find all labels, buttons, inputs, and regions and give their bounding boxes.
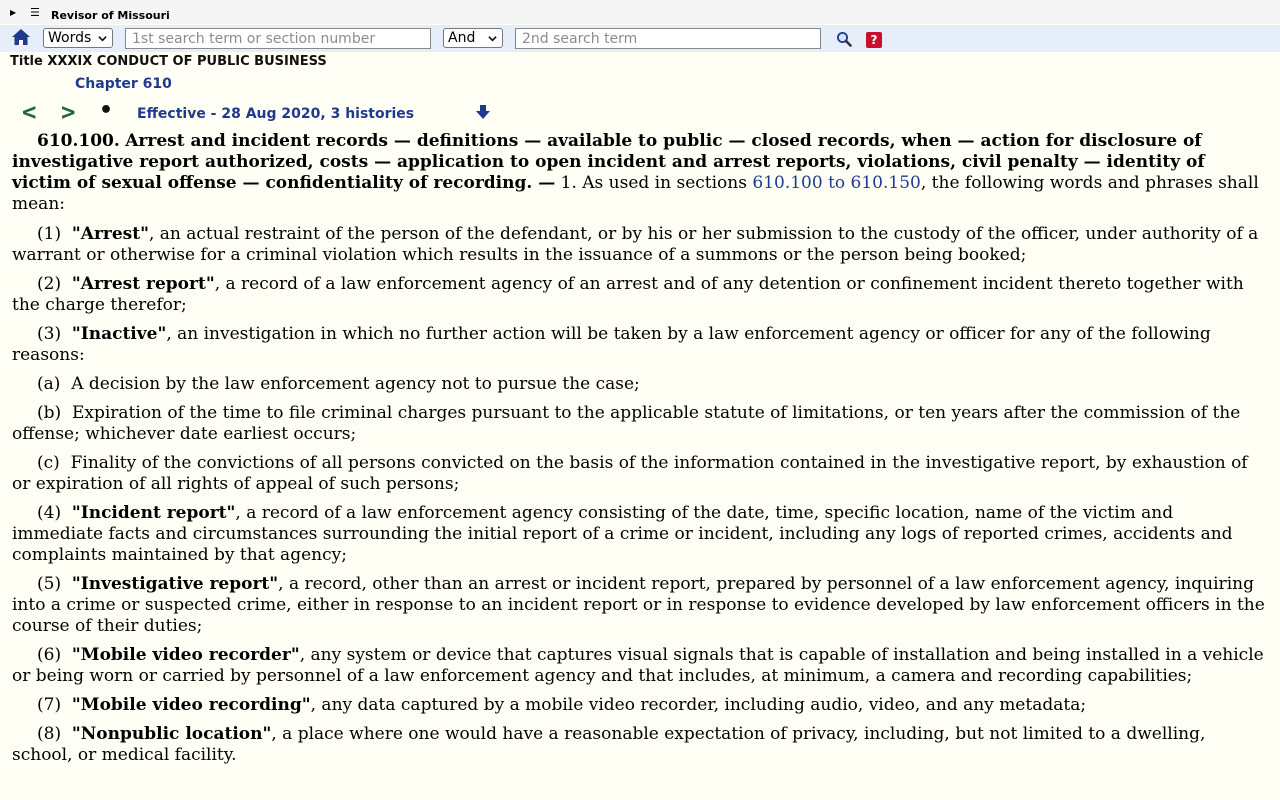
definition-paragraph: [12, 224, 1268, 266]
definition-label: (5): [37, 574, 62, 594]
first-search-input[interactable]: [125, 28, 431, 49]
top-bar: [0, 0, 1280, 24]
search-operator-select[interactable]: [443, 28, 503, 48]
previous-section-button[interactable]: <: [22, 98, 37, 126]
definition-term: "Arrest report": [71, 274, 215, 294]
definition-text: , a place where one would have a reasonable expectation of privacy, including, but not limited to a dwelling, school, or medical facility.: [12, 724, 1206, 765]
definition-text: , any data captured by a mobile video recorder, including audio, video, and any metadata;: [310, 695, 1087, 715]
subitem-paragraph: [12, 453, 1268, 495]
definition-text: , a record of a law enforcement agency of an arrest and of any detention or confinement incident thereto together with the charge therefor;: [12, 274, 1244, 315]
chevron-down-icon: [488, 34, 497, 43]
definition-label: (7): [37, 695, 62, 715]
statute-content: [12, 131, 1268, 774]
section-heading-paragraph: [12, 131, 1268, 215]
definition-term: "Nonpublic location": [71, 724, 272, 744]
search-operator-value: And: [448, 30, 476, 46]
definition-label: (4): [37, 503, 62, 523]
definition-paragraph: [12, 324, 1268, 366]
definition-paragraph: [12, 724, 1268, 766]
subitem-paragraph: [12, 374, 1268, 395]
subitem-label: (b): [37, 403, 62, 423]
search-bar: [0, 25, 1280, 52]
definition-term: "Inactive": [71, 324, 167, 344]
definition-term: "Mobile video recorder": [71, 645, 300, 665]
sidebar-toggle-icon[interactable]: ▶: [10, 8, 17, 17]
magnifier-icon[interactable]: [836, 31, 852, 47]
subitem-text: Expiration of the time to file criminal charges pursuant to the applicable statute of limitations, or ten years after the commission of the offense; whichever date earliest occurs;: [12, 403, 1241, 444]
definition-text: , a record, other than an arrest or incident report, prepared by personnel of a law enforcement agency, inquiring into a crime or suspected crime, either in response to an incident report or in response to evidence developed by law enforcement officers in the course of their duties;: [12, 574, 1265, 636]
subitem-text: Finality of the convictions of all persons convicted on the basis of the information contained in the investigative report, by exhaustion of or expiration of all rights of appeal of such persons;: [12, 453, 1248, 494]
chapter-breadcrumb[interactable]: Chapter 610: [75, 76, 172, 92]
subitem-label: (c): [37, 453, 60, 473]
menu-icon[interactable]: ☰: [30, 6, 40, 19]
definition-text: , an actual restraint of the person of the defendant, or by his or her submission to the custody of the officer, under authority of a warrant or otherwise for a criminal violation which results in the issuance of a summons or the person being booked;: [12, 224, 1259, 265]
definition-paragraph: [12, 503, 1268, 566]
section-number: 610.100.: [37, 131, 120, 151]
definition-text: , any system or device that captures visual signals that is capable of installation and being installed in a vehicle or being worn or carried by personnel of a law enforcement agency and that includes, at minimum, a camera and recording capabilities;: [12, 645, 1264, 686]
section-intro-text: 1. As used in sections: [555, 173, 753, 193]
cross-reference-link[interactable]: 610.100 to 610.150: [752, 173, 921, 193]
definition-paragraph: [12, 695, 1268, 716]
subitem-paragraph: [12, 403, 1268, 445]
definition-text: , an investigation in which no further action will be taken by a law enforcement agency or officer for any of the following reasons:: [12, 324, 1211, 365]
definition-paragraph: [12, 645, 1268, 687]
next-section-button[interactable]: >: [61, 98, 76, 126]
search-mode-select[interactable]: [43, 28, 113, 48]
subitem-label: (a): [37, 374, 61, 394]
down-arrow-icon[interactable]: [475, 104, 491, 120]
definition-term: "Incident report": [71, 503, 236, 523]
help-icon[interactable]: ?: [866, 32, 882, 48]
chevron-down-icon: [98, 34, 107, 43]
site-title[interactable]: Revisor of Missouri: [51, 9, 170, 22]
definition-label: (3): [37, 324, 62, 344]
subitem-text: A decision by the law enforcement agency not to pursue the case;: [71, 374, 640, 394]
definition-label: (2): [37, 274, 62, 294]
section-heading: Arrest and incident records — definitions — available to public — closed records, when — action for disclosure of investigative report authorized, costs — application to open incident and arrest reports, violations, civil penalty — identity of victim of sexual offense — confidentiality of recording. —: [12, 131, 1205, 193]
second-search-input[interactable]: [515, 28, 821, 49]
definition-label: (1): [37, 224, 62, 244]
definition-paragraph: [12, 274, 1268, 316]
home-icon[interactable]: [11, 28, 31, 46]
definition-label: (8): [37, 724, 62, 744]
definition-paragraph: [12, 574, 1268, 637]
definition-term: "Mobile video recording": [71, 695, 311, 715]
effective-date-link[interactable]: Effective - 28 Aug 2020, 3 histories: [137, 106, 415, 122]
definition-term: "Investigative report": [71, 574, 279, 594]
section-intro-tail: , the following words and phrases shall mean:: [12, 173, 1259, 214]
definition-term: "Arrest": [71, 224, 149, 244]
search-mode-value: Words: [48, 30, 92, 46]
current-section-dot[interactable]: •: [99, 98, 114, 123]
definition-label: (6): [37, 645, 62, 665]
definition-text: , a record of a law enforcement agency consisting of the date, time, specific location, name of the victim and immediate facts and circumstances surrounding the initial report of a crime or incident, including any logs of reported crimes, accidents and complaints maintained by that agency;: [12, 503, 1233, 565]
title-breadcrumb[interactable]: Title XXXIX CONDUCT OF PUBLIC BUSINESS: [10, 54, 327, 69]
